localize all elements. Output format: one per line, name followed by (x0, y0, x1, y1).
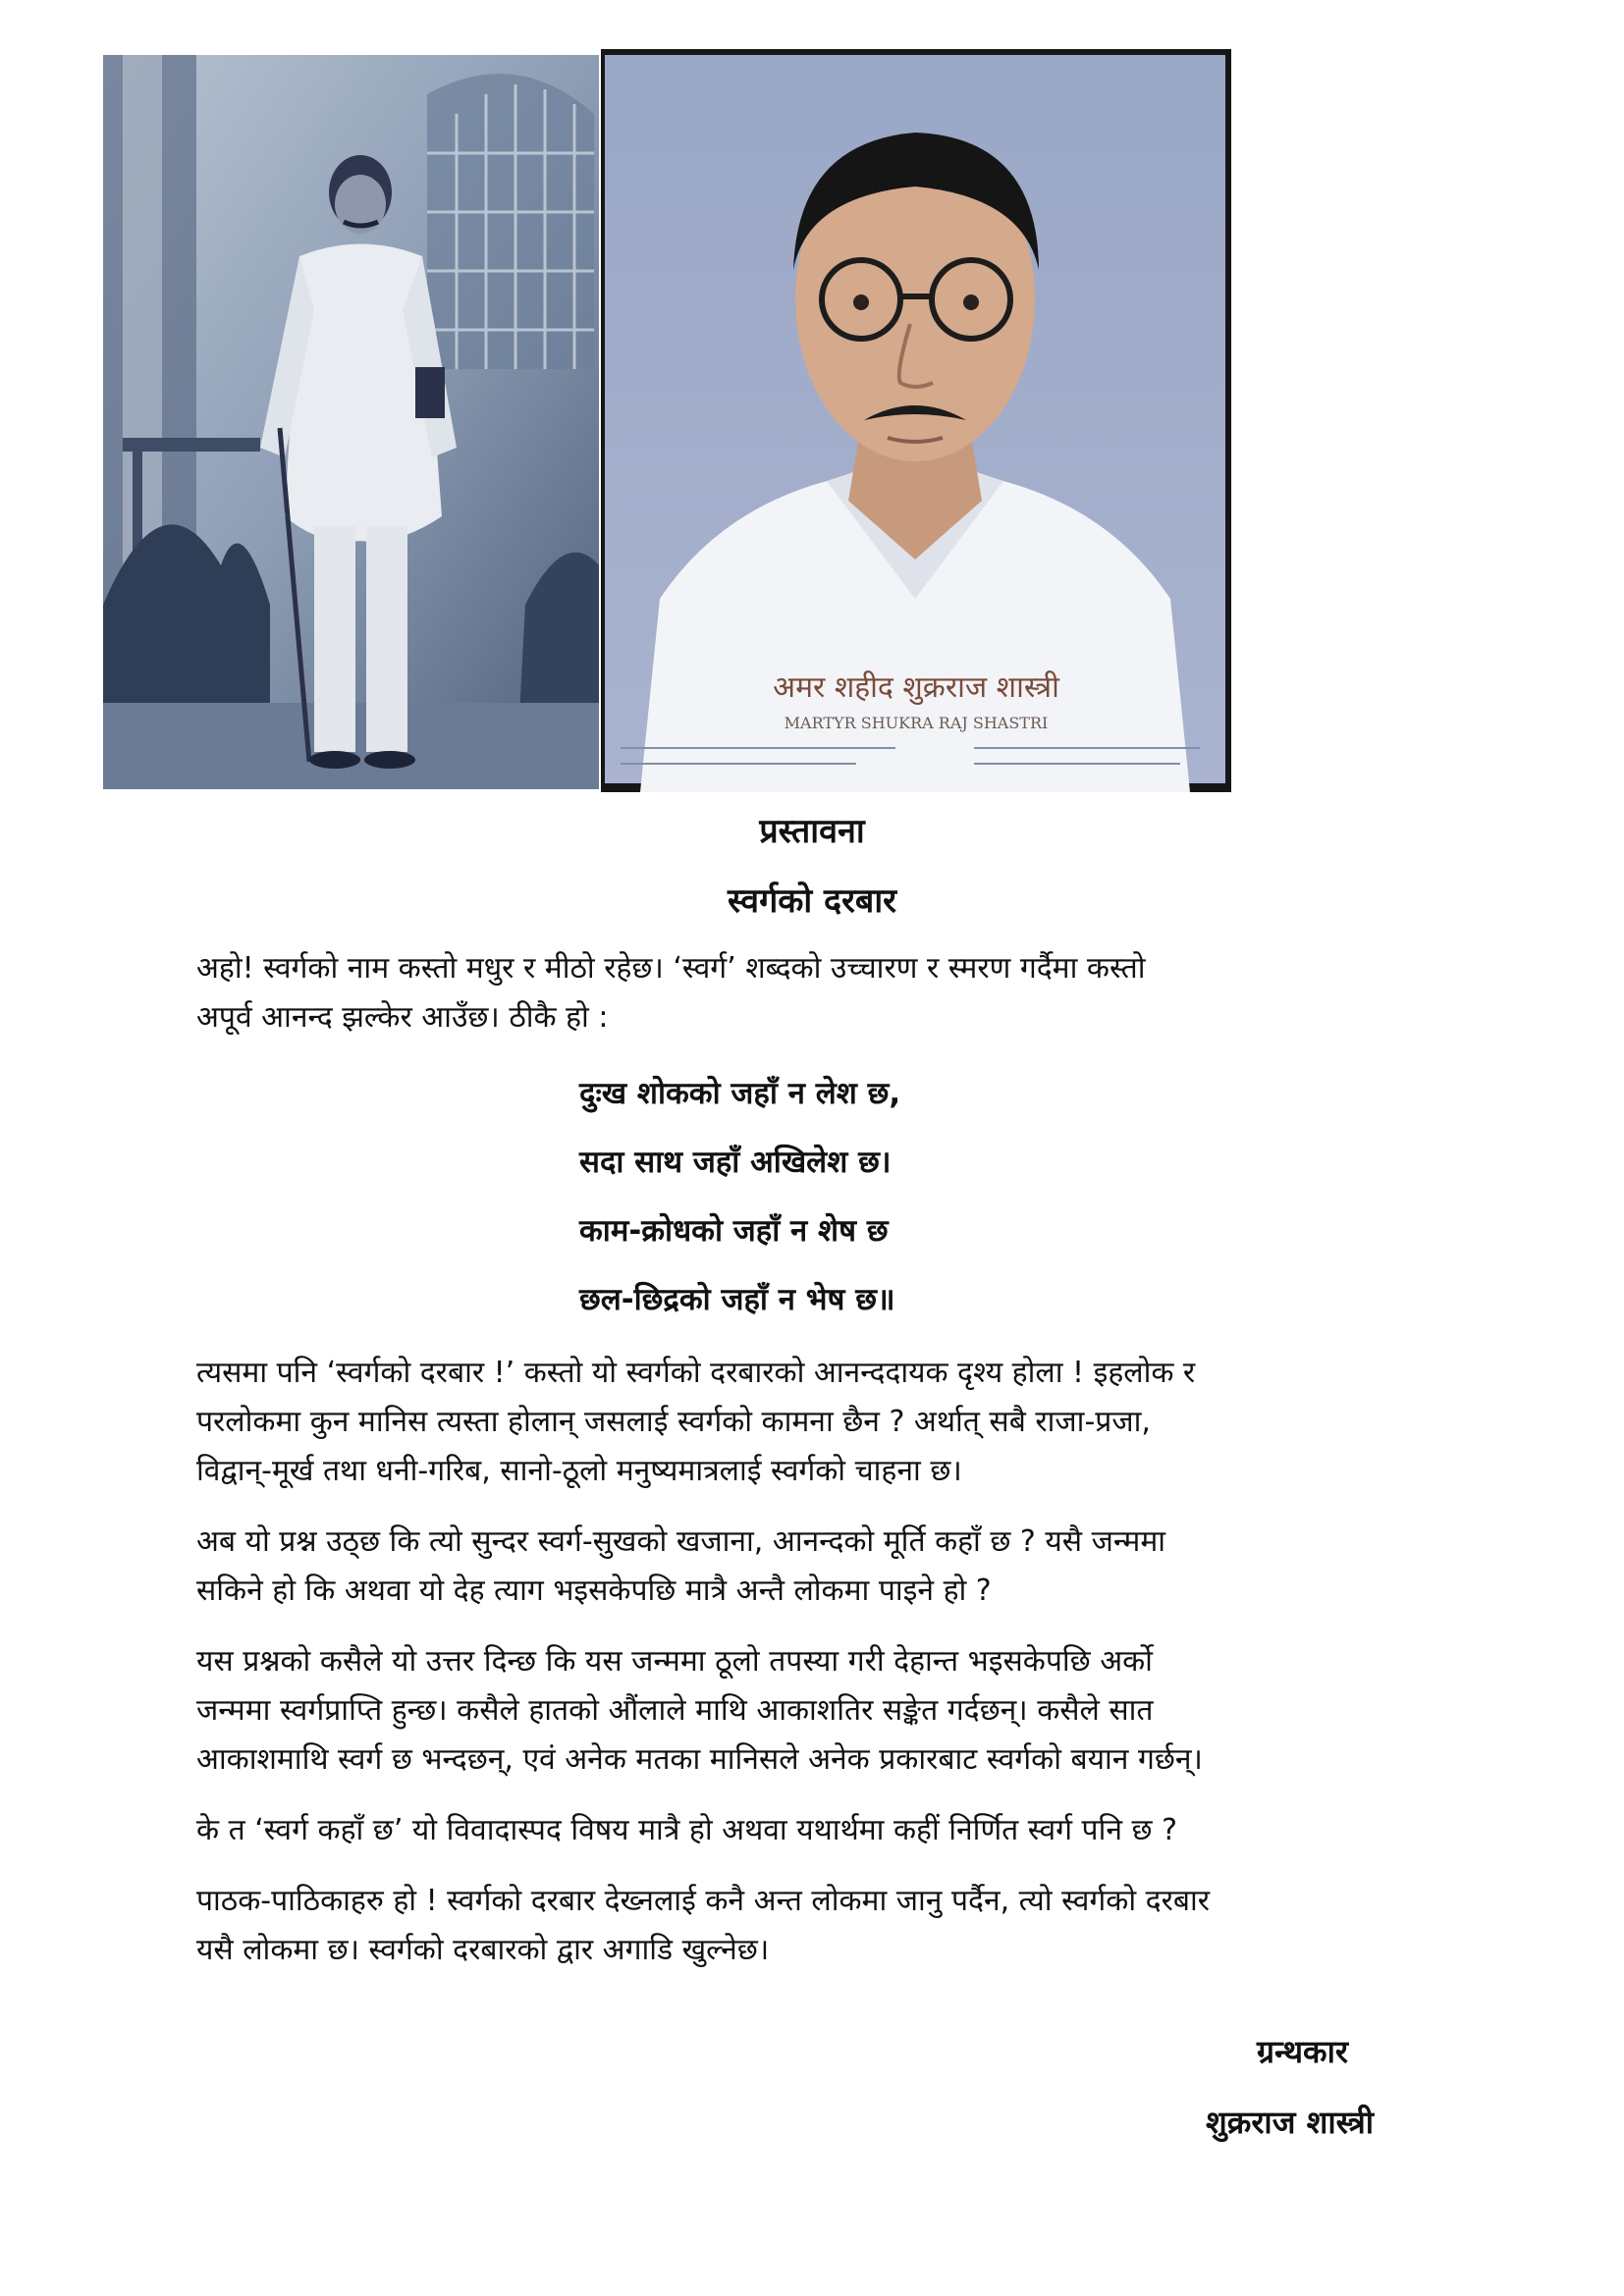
paragraph-line: विद्वान्-मूर्ख तथा धनी-गरिब, सानो-ठूलो मनुष्यमात्रलाई स्वर्गको चाहना छ। (196, 1454, 962, 1488)
portrait-caption-devanagari: अमर शहीद शुक्रराज शास्त्री (773, 670, 1059, 705)
paragraph-4 (196, 1637, 1435, 1785)
verse-line-2: सदा साथ जहाँ अखिलेश छ। (579, 1145, 892, 1180)
paragraph-line: के त ‘स्वर्ग कहाँ छ’ यो विवादास्पद विषय मात्रै हो अथवा यथार्थमा कहीं निर्णित स्वर्ग पनि छ ? (196, 1813, 1178, 1847)
portrait-standing-man-icon (103, 55, 599, 789)
left-portrait-photo (103, 55, 599, 789)
verse-line-4: छल-छिद्रको जहाँ न भेष छ॥ (579, 1282, 895, 1317)
right-portrait-photo (601, 49, 1231, 792)
paragraph-5 (196, 1806, 1435, 1855)
paragraph-line: त्यसमा पनि ‘स्वर्गको दरबार !’ कस्तो यो स्वर्गको दरबारको आनन्ददायक दृश्य होला ! इहलोक र (196, 1356, 1196, 1390)
preface-heading: प्रस्तावना (759, 812, 865, 851)
portrait-bust-icon (601, 49, 1231, 792)
paragraph-1 (196, 944, 1435, 1042)
paragraph-line: यसै लोकमा छ। स्वर्गको दरबारको द्वार अगाडि खुल्नेछ। (196, 1933, 770, 1967)
signature-name: शुक्रराज शास्त्री (1206, 2104, 1375, 2141)
paragraph-line: परलोकमा कुन मानिस त्यस्ता होलान् जसलाई स्वर्गको कामना छैन ? अर्थात् सबै राजा-प्रजा, (196, 1405, 1151, 1439)
paragraph-2 (196, 1349, 1435, 1496)
paragraph-line: आकाशमाथि स्वर्ग छ भन्दछन्, एवं अनेक मतका मानिसले अनेक प्रकारबाट स्वर्गको बयान गर्छन्। (196, 1742, 1203, 1777)
paragraph-line: जन्ममा स्वर्गप्राप्ति हुन्छ। कसैले हातको औंलाले माथि आकाशतिर सङ्केत गर्दछन्। कसैले सात (196, 1693, 1154, 1728)
paragraph-line: अपूर्व आनन्द झल्केर आउँछ। ठीकै हो : (196, 1000, 609, 1035)
paragraph-line: पाठक-पाठिकाहरु हो ! स्वर्गको दरबार देख्नलाई कनै अन्त लोकमा जानु पर्दैन, त्यो स्वर्गको दरबार (196, 1884, 1211, 1918)
paragraph-line: अहो! स्वर्गको नाम कस्तो मधुर र मीठो रहेछ। ‘स्वर्ग’ शब्दको उच्चारण र स्मरण गर्दैमा कस्तो (196, 951, 1146, 986)
paragraph-line: अब यो प्रश्न उठ्छ कि त्यो सुन्दर स्वर्ग-सुखको खजाना, आनन्दको मूर्ति कहाँ छ ? यसै जन्ममा (196, 1524, 1166, 1559)
paragraph-line: सकिने हो कि अथवा यो देह त्याग भइसकेपछि मात्रै अन्तै लोकमा पाइने हो ? (196, 1574, 992, 1608)
portrait-caption-english: MARTYR SHUKRA RAJ SHASTRI (784, 714, 1049, 732)
paragraph-6 (196, 1877, 1435, 1975)
page-title: स्वर्गको दरबार (727, 881, 897, 921)
verse-line-3: काम-क्रोधको जहाँ न शेष छ (579, 1213, 889, 1249)
paragraph-line: यस प्रश्नको कसैले यो उत्तर दिन्छ कि यस जन्ममा ठूलो तपस्या गरी देहान्त भइसकेपछि अर्को (196, 1644, 1153, 1679)
paragraph-3 (196, 1518, 1435, 1616)
verse-line-1: दुःख शोकको जहाँ न लेश छ, (579, 1076, 901, 1111)
signature-role: ग्रन्थकार (1257, 2033, 1348, 2070)
